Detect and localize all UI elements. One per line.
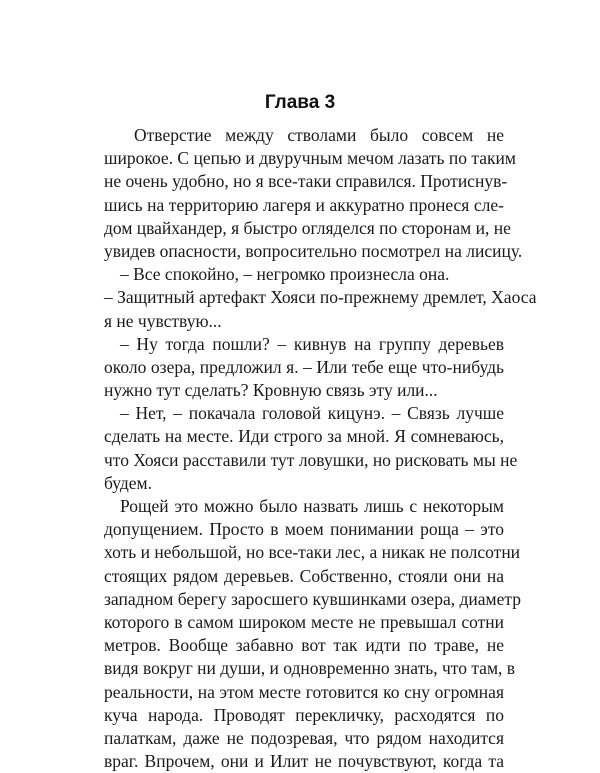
text-line: – Защитный артефакт Хояси по-прежнему дремлет, Хаоса xyxy=(104,287,537,308)
body-text xyxy=(104,124,537,773)
text-line: шись на территорию лагеря и аккуратно пронеся сле- xyxy=(104,194,504,215)
text-line: видя вокруг ни души, и одновременно знать, что там, в xyxy=(104,658,516,679)
text-line: увидев опасности, вопросительно посмотрел на лисицу. xyxy=(104,240,523,261)
text-line: куча народа. Проводят перекличку, расходятся по xyxy=(104,704,504,725)
text-line: широкое. С цепью и двуручным мечом лазать по таким xyxy=(104,148,516,169)
text-line: враг. Впрочем, они и Илит не почувствуют, когда та xyxy=(104,751,504,772)
text-line: около озера, предложил я. – Или тебе еще что-нибудь xyxy=(104,356,504,377)
chapter-title: Глава 3 xyxy=(264,92,336,113)
text-line: Отверстие между стволами было совсем не xyxy=(134,125,504,145)
text-line: будем. xyxy=(104,472,153,493)
text-line: дом цвайхандер, я быстро огляделся по сторонам и, не xyxy=(104,217,511,238)
text-line: хоть и небольшой, но все-таки лес, а никак не полсотни xyxy=(104,542,521,563)
text-line: что Хояси расставили тут ловушки, но рисковать мы не xyxy=(104,449,518,470)
text-line: метров. Вообще забавно вот так идти по траве, не xyxy=(104,635,504,656)
text-line: – Нет, – покачала головой кицунэ. – Связь лучше xyxy=(120,403,504,424)
text-line: допущением. Просто в моем понимании роща – это xyxy=(104,519,504,540)
text-line: стоящих рядом деревьев. Собственно, стояли они на xyxy=(104,565,504,586)
text-line: – Ну тогда пошли? – кивнув на группу деревьев xyxy=(120,333,504,354)
text-line: не очень удобно, но я все-таки справился. Протиснув- xyxy=(104,171,508,192)
text-line: палаткам, даже не подозревая, что рядом находится xyxy=(104,727,504,748)
text-line: – Все спокойно, – негромко произнесла она. xyxy=(120,264,450,285)
text-line: я не чувствую... xyxy=(104,310,222,331)
text-line: Рощей это можно было назвать лишь с некоторым xyxy=(120,496,504,516)
text-line: реальности, на этом месте готовится ко сну огромная xyxy=(104,681,504,702)
text-line: западном берегу заросшего кувшинками озера, диаметр xyxy=(104,588,521,609)
text-line: которого в самом широком месте не превышал сотни xyxy=(104,611,504,632)
text-line: сделать на месте. Иди строго за мной. Я сомневаюсь, xyxy=(104,426,504,447)
text-line: нужно тут сделать? Кровную связь эту или... xyxy=(104,380,438,401)
